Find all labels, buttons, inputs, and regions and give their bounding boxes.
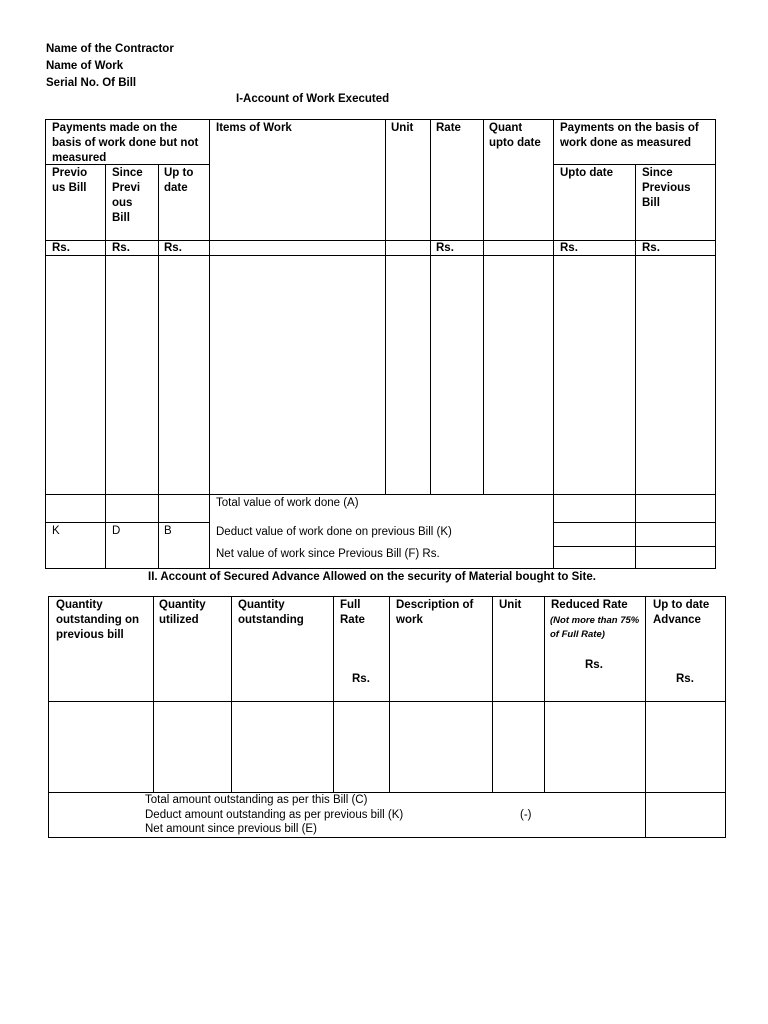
col-qty-utilized: Quantity utilized xyxy=(159,599,206,626)
work-label: Name of Work xyxy=(46,60,124,72)
col-up-to-date-advance: Up to date Advance xyxy=(653,599,710,626)
col-up-to-date: Up to date xyxy=(164,167,194,194)
col-previous-bill: Previo us Bill xyxy=(52,167,88,194)
serial-label: Serial No. Of Bill xyxy=(46,77,137,89)
col-payments-not-measured: Payments made on the basis of work done but not measured xyxy=(52,122,199,164)
mark-b: B xyxy=(164,525,172,537)
net-value-label: Net value of work since Previous Bill (F) Rs. xyxy=(216,548,440,560)
col-unit-2: Unit xyxy=(499,599,522,611)
col-reduced-note: (Not more than 75% of Full Rate) xyxy=(550,615,640,640)
currency-label: Rs. xyxy=(642,242,660,254)
col-description: Description of work xyxy=(396,599,474,626)
currency-label: Rs. xyxy=(52,242,70,254)
currency-label: Rs. xyxy=(352,673,370,685)
mark-d: D xyxy=(112,525,121,537)
total-value-label: Total value of work done (A) xyxy=(216,497,359,509)
currency-label: Rs. xyxy=(676,673,694,685)
col-payments-measured: Payments on the basis of work done as measured xyxy=(560,122,699,149)
col-qty-outstanding-prev: Quantity outstanding on previous bill xyxy=(56,599,140,641)
mark-k: K xyxy=(52,525,60,537)
currency-label: Rs. xyxy=(585,659,603,671)
col-unit: Unit xyxy=(391,122,414,134)
section1-title: I-Account of Work Executed xyxy=(236,93,390,105)
col-full-rate: Full Rate xyxy=(340,599,365,626)
contractor-label: Name of the Contractor xyxy=(46,43,174,55)
section2-title: II. Account of Secured Advance Allowed on the security of Material bought to Site. xyxy=(148,571,596,583)
net-amount-label: Net amount since previous bill (E) xyxy=(145,823,317,835)
deduct-value-label: Deduct value of work done on previous Bill (K) xyxy=(216,526,452,538)
col-reduced-rate: Reduced Rate xyxy=(551,599,628,611)
col-since-previous-bill: Since Previ ous Bill xyxy=(112,167,143,224)
currency-label: Rs. xyxy=(112,242,130,254)
col-qty-outstanding: Quantity outstanding xyxy=(238,599,304,626)
col-since-previous-measured: Since Previous Bill xyxy=(642,167,691,209)
currency-label: Rs. xyxy=(164,242,182,254)
minus-sign: (-) xyxy=(520,809,532,821)
col-rate: Rate xyxy=(436,122,461,134)
col-quant-upto-date: Quant upto date xyxy=(489,122,541,149)
deduct-outstanding-label: Deduct amount outstanding as per previous bill (K) xyxy=(145,809,404,821)
currency-label: Rs. xyxy=(436,242,454,254)
col-upto-date-measured: Upto date xyxy=(560,167,614,179)
currency-label: Rs. xyxy=(560,242,578,254)
total-outstanding-label: Total amount outstanding as per this Bill (C) xyxy=(145,794,368,806)
col-items-of-work: Items of Work xyxy=(216,122,292,134)
